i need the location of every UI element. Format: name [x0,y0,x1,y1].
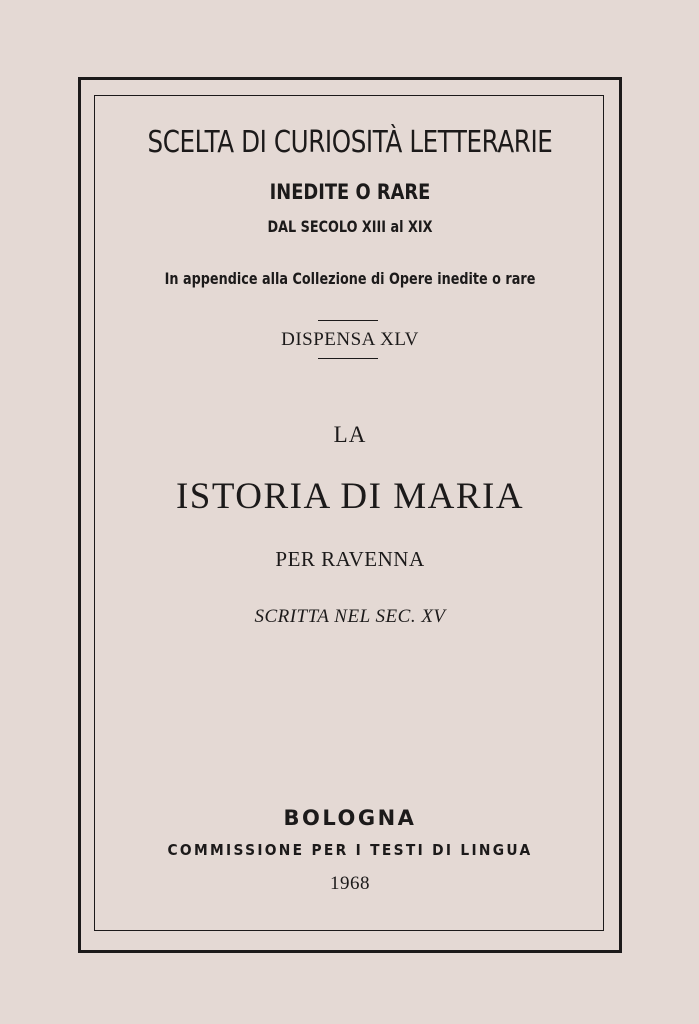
title-article: LA [333,422,367,447]
publication-city: BOLOGNA [283,806,417,830]
book-title: ISTORIA DI MARIA [175,476,525,517]
series-title: SCELTA DI CURIOSITÀ LETTERARIE [147,125,553,160]
series-subtitle-centuries: DAL SECOLO XIII al XIX [267,217,433,236]
divider-rule-top [318,320,378,321]
author-line: PER RAVENNA [275,547,425,571]
date-note: SCRITTA NEL SEC. XV [254,606,446,627]
publisher-name: COMMISSIONE PER I TESTI DI LINGUA [167,841,533,859]
publication-year: 1968 [330,873,370,894]
divider-rule-bottom [318,358,378,359]
dispensa-number: DISPENSA XLV [281,329,419,350]
series-subtitle-inedite: INEDITE O RARE [269,180,431,204]
appendix-note: In appendice alla Collezione di Opere inedite o rare [164,269,536,288]
